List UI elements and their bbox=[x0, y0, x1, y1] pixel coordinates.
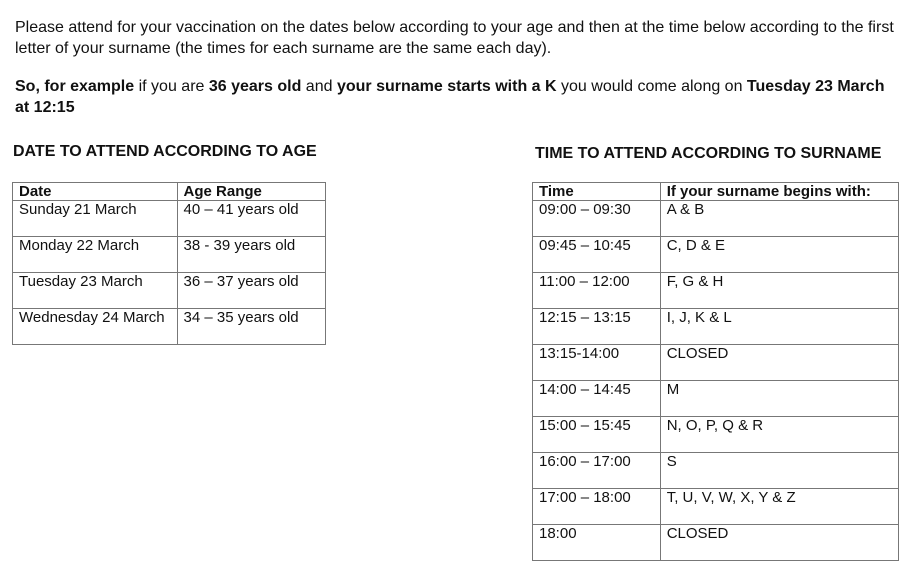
surname-cell: S bbox=[660, 453, 898, 489]
table-row bbox=[13, 309, 326, 345]
age-range-cell: 34 – 35 years old bbox=[177, 309, 325, 345]
date-cell: Monday 22 March bbox=[13, 237, 178, 273]
example-text: if you are bbox=[134, 78, 209, 95]
table-row bbox=[13, 237, 326, 273]
table-row bbox=[533, 201, 899, 237]
time-column-header: Time bbox=[533, 183, 661, 201]
table-row bbox=[533, 309, 899, 345]
table-row bbox=[533, 417, 899, 453]
time-cell: 12:15 – 13:15 bbox=[533, 309, 661, 345]
age-range-cell: 36 – 37 years old bbox=[177, 273, 325, 309]
table-row bbox=[533, 345, 899, 381]
table-row bbox=[13, 273, 326, 309]
table-row bbox=[533, 489, 899, 525]
surname-cell: M bbox=[660, 381, 898, 417]
table-row bbox=[533, 237, 899, 273]
example-date-time: Tuesday 23 March at 12:15 bbox=[15, 78, 885, 116]
time-cell: 11:00 – 12:00 bbox=[533, 273, 661, 309]
date-cell: Tuesday 23 March bbox=[13, 273, 178, 309]
table-header-row bbox=[533, 183, 899, 201]
surname-column-header: If your surname begins with: bbox=[660, 183, 898, 201]
table-row bbox=[13, 201, 326, 237]
age-range-cell: 40 – 41 years old bbox=[177, 201, 325, 237]
time-cell: 16:00 – 17:00 bbox=[533, 453, 661, 489]
date-cell: Sunday 21 March bbox=[13, 201, 178, 237]
surname-section-heading: TIME TO ATTEND ACCORDING TO SURNAME bbox=[535, 145, 882, 162]
example-text: and bbox=[301, 78, 337, 95]
table-row bbox=[533, 273, 899, 309]
time-cell: 18:00 bbox=[533, 525, 661, 561]
time-cell: 17:00 – 18:00 bbox=[533, 489, 661, 525]
age-range-cell: 38 - 39 years old bbox=[177, 237, 325, 273]
surname-time-table bbox=[532, 182, 899, 561]
age-range-column-header: Age Range bbox=[177, 183, 325, 201]
age-table bbox=[12, 182, 326, 345]
intro-paragraph: Please attend for your vaccination on the dates below according to your age and then at the time below according to the first letter of your surname (the times for each surname are the same each day). bbox=[15, 19, 894, 57]
example-age: 36 years old bbox=[208, 78, 302, 95]
time-cell: 14:00 – 14:45 bbox=[533, 381, 661, 417]
surname-cell: A & B bbox=[660, 201, 898, 237]
table-row bbox=[533, 381, 899, 417]
table-row bbox=[533, 525, 899, 561]
surname-cell: CLOSED bbox=[660, 525, 898, 561]
surname-cell: C, D & E bbox=[660, 237, 898, 273]
surname-cell: F, G & H bbox=[660, 273, 898, 309]
example-lead: So, for example bbox=[15, 78, 135, 95]
surname-cell: N, O, P, Q & R bbox=[660, 417, 898, 453]
date-column-header: Date bbox=[13, 183, 178, 201]
surname-cell: I, J, K & L bbox=[660, 309, 898, 345]
time-cell: 09:45 – 10:45 bbox=[533, 237, 661, 273]
time-cell: 09:00 – 09:30 bbox=[533, 201, 661, 237]
date-cell: Wednesday 24 March bbox=[13, 309, 178, 345]
surname-cell: T, U, V, W, X, Y & Z bbox=[660, 489, 898, 525]
example-text: you would come along on bbox=[556, 78, 747, 95]
table-header-row bbox=[13, 183, 326, 201]
example-surname: your surname starts with a K bbox=[336, 78, 557, 95]
time-cell: 15:00 – 15:45 bbox=[533, 417, 661, 453]
age-section-heading: DATE TO ATTEND ACCORDING TO AGE bbox=[13, 143, 317, 160]
time-cell: 13:15-14:00 bbox=[533, 345, 661, 381]
example-paragraph bbox=[15, 76, 895, 118]
table-row bbox=[533, 453, 899, 489]
surname-cell: CLOSED bbox=[660, 345, 898, 381]
